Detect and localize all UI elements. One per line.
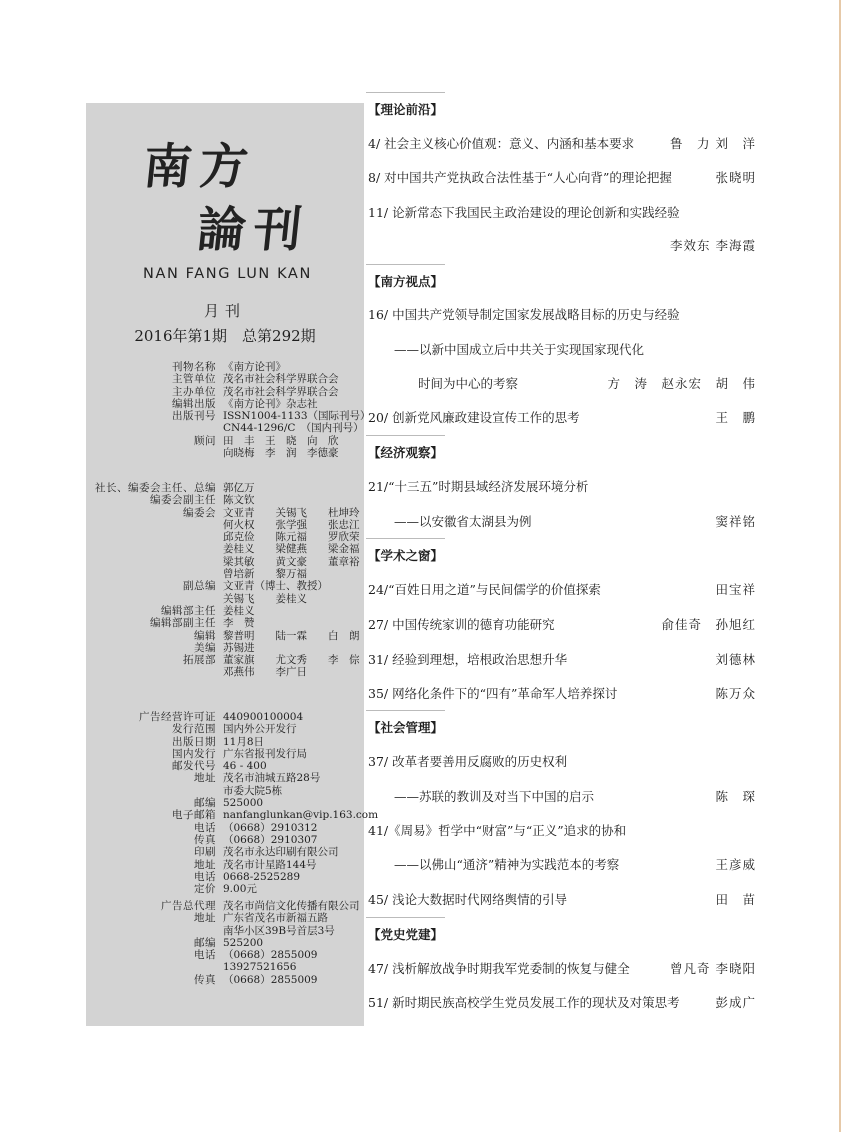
board-label	[94, 543, 216, 555]
advertising-label: 邮编	[194, 936, 216, 949]
entry-subtitle: ——以新中国成立后中共关于实现国家现代化	[394, 342, 645, 357]
board-label: 编辑部主任	[161, 604, 216, 617]
entry-title: 4/ 社会主义核心价值观：意义、内涵和基本要求	[368, 136, 635, 151]
advertising-value: 南华小区39B号首层3号	[223, 924, 335, 937]
publishing-value: 茂名市永达印刷有限公司	[223, 846, 339, 859]
board-value: 姜桂义 梁健燕 梁金福	[223, 543, 360, 556]
entry-authors: 陈 琛	[715, 789, 756, 804]
entry-title: 24/“百姓日用之道”与民间儒学的价值探索	[368, 582, 601, 597]
info-row	[94, 435, 371, 447]
entry-title: 41/《周易》哲学中“财富”与“正义”追求的协和	[368, 823, 627, 838]
section-heading: 【经济观察】	[368, 445, 444, 460]
board-label: 美编	[194, 641, 216, 654]
publishing-label: 广告经营许可证	[139, 711, 216, 723]
entry-title: 37/ 改革者要善用反腐败的历史权利	[368, 754, 568, 769]
entry-authors: 鲁 力 刘 洋	[670, 136, 756, 151]
publishing-row	[94, 772, 378, 784]
entry-subtitle: 时间为中心的考察	[418, 376, 519, 391]
board-value: 文亚青（博士、教授）	[223, 580, 328, 593]
publishing-value: 440900100004	[223, 711, 304, 723]
board-row	[94, 642, 360, 654]
section-heading: 【学术之窗】	[368, 548, 444, 563]
board-row	[94, 605, 360, 617]
advertising-value: （0668）2855009	[223, 973, 318, 986]
board-value: 李 赞	[223, 617, 255, 630]
board-row	[94, 630, 360, 642]
entry-title: 20/ 创新党风廉政建设宣传工作的思考	[368, 410, 580, 425]
publication-frequency: 月刊	[203, 302, 246, 320]
advertising-row	[94, 974, 360, 986]
section-heading: 【社会管理】	[368, 720, 444, 735]
masthead-panel	[86, 103, 379, 1026]
advertising-value: 525200	[223, 936, 264, 949]
advertising-value: （0668）2855009	[223, 949, 318, 962]
publishing-label: 邮发代号	[172, 760, 216, 773]
entry-authors: 刘德林	[715, 652, 756, 667]
board-row	[94, 531, 360, 543]
issue-number: 2016年第1期 总第292期	[134, 327, 316, 345]
entry-authors: 曾凡奇 李晓阳	[670, 961, 756, 976]
publishing-row	[94, 846, 378, 858]
entry-title: 21/“十三五”时期县域经济发展环境分析	[368, 479, 589, 494]
journal-pinyin: NAN FANG LUN KAN	[143, 266, 312, 282]
publishing-label: 邮编	[194, 797, 216, 810]
board-row	[94, 580, 360, 592]
board-label	[94, 666, 216, 678]
board-value: 苏锡进	[223, 641, 255, 654]
publishing-label: 地址	[194, 772, 216, 785]
info-label: 出版刊号	[172, 410, 216, 423]
page-edge-line	[839, 0, 841, 1132]
entry-authors: 方 涛 赵永宏 胡 伟	[607, 376, 756, 391]
publishing-value: 0668-2525289	[223, 870, 301, 883]
info-label: 编辑出版	[172, 397, 216, 410]
board-value: 梁其敏 黄文豪 董章裕	[223, 555, 360, 568]
publishing-value: 525000	[223, 797, 264, 810]
publishing-value: 国内外公开发行	[223, 723, 297, 736]
entry-subtitle: ——以佛山“通济”精神为实践范本的考察	[394, 857, 620, 872]
info-row	[94, 422, 371, 434]
publishing-label: 电子邮箱	[172, 809, 216, 822]
entry-title: 45/ 浅论大数据时代网络舆情的引导	[368, 892, 568, 907]
publishing-value: 茂名市油城五路28号	[223, 772, 321, 785]
advertising-label	[94, 961, 216, 973]
publishing-label	[94, 785, 216, 797]
publishing-row	[94, 797, 378, 809]
info-label: 刊物名称	[172, 361, 216, 373]
advertising-value: 广东省茂名市新福五路	[223, 912, 328, 925]
info-value: CN44-1296/C （国内刊号）	[223, 422, 364, 435]
info-row	[94, 361, 371, 373]
entry-title: 47/ 浅析解放战争时期我军党委制的恢复与健全	[368, 961, 630, 976]
entry-authors: 王彦威	[715, 857, 756, 872]
publishing-value: 市委大院5栋	[223, 784, 283, 797]
board-row	[94, 494, 360, 506]
publishing-label: 国内发行	[172, 747, 216, 760]
advertising-label: 地址	[194, 912, 216, 925]
entry-authors: 窦祥铭	[715, 514, 756, 529]
entry-authors: 张晓明	[715, 170, 756, 185]
entry-title: 31/ 经验到理想，培根政治思想升华	[368, 652, 568, 667]
publishing-value: 11月8日	[223, 735, 265, 748]
board-value: 文亚青 关锡飞 杜坤玲	[223, 506, 360, 519]
board-value: 董家旗 尤文秀 李 倧	[223, 654, 360, 667]
info-row	[94, 386, 371, 398]
board-value: 曾培新 黎万福	[223, 568, 307, 581]
journal-title-line2: 論刊	[194, 202, 313, 258]
board-row	[94, 543, 360, 555]
board-value: 郭亿万	[223, 482, 255, 494]
publishing-value: （0668）2910307	[223, 833, 318, 846]
advertising-row	[94, 937, 360, 949]
advertising-row	[94, 900, 360, 912]
publishing-value: 广东省报刊发行局	[223, 747, 307, 760]
entry-authors: 陈万众	[715, 686, 756, 701]
advertising-value: 13927521656	[223, 961, 297, 974]
publishing-label: 定价	[194, 883, 216, 896]
publishing-row	[94, 859, 378, 871]
advertising-row	[94, 925, 360, 937]
board-value: 邓燕伟 李广日	[223, 666, 307, 679]
section-heading: 【南方视点】	[368, 274, 444, 289]
publishing-row	[94, 834, 378, 846]
info-row	[94, 373, 371, 385]
advertising-label: 广告总代理	[161, 900, 216, 912]
publishing-info-block	[94, 711, 378, 895]
journal-title-line1: 南方	[140, 139, 259, 195]
publishing-value: 46 - 400	[223, 760, 267, 773]
info-label: 主管单位	[172, 373, 216, 386]
entry-authors: 田宝祥	[715, 582, 756, 597]
info-label: 主办单位	[172, 385, 216, 398]
entry-subtitle: ——以安徽省太湖县为例	[394, 514, 532, 529]
entry-subtitle: ——苏联的教训及对当下中国的启示	[394, 789, 595, 804]
entry-authors: 李效东 李海霞	[670, 238, 756, 253]
publishing-value: 茂名市计星路144号	[223, 858, 317, 871]
section-heading: 【党史党建】	[368, 927, 444, 942]
publishing-row	[94, 748, 378, 760]
editorial-board-block	[94, 482, 360, 679]
info-value: 《南方论刊》	[223, 361, 286, 373]
publishing-label: 发行范围	[172, 723, 216, 736]
info-value: ISSN1004-1133（国际刊号）	[223, 410, 371, 423]
board-row	[94, 568, 360, 580]
board-label	[94, 593, 216, 605]
board-label: 编辑	[194, 629, 216, 642]
board-label: 编辑部副主任	[150, 617, 216, 630]
advertising-label: 电话	[194, 949, 216, 962]
publishing-row	[94, 736, 378, 748]
entry-authors: 彭成广	[715, 995, 756, 1010]
publishing-row	[94, 883, 378, 895]
board-label: 拓展部	[183, 654, 216, 667]
board-value: 陈文钦	[223, 494, 255, 507]
advertising-row	[94, 912, 360, 924]
board-row	[94, 556, 360, 568]
board-row	[94, 482, 360, 494]
info-row	[94, 447, 371, 459]
advertising-row	[94, 961, 360, 973]
board-row	[94, 593, 360, 605]
board-label	[94, 568, 216, 580]
info-value: 茂名市社会科学界联合会	[223, 373, 339, 386]
board-label: 社长、编委会主任、总编	[95, 482, 216, 494]
publishing-row	[94, 760, 378, 772]
entry-title: 11/ 论新常态下我国民主政治建设的理论创新和实践经验	[368, 205, 680, 220]
board-label	[94, 556, 216, 568]
board-label: 编委会副主任	[150, 494, 216, 507]
info-row	[94, 410, 371, 422]
publishing-label: 电话	[194, 870, 216, 883]
advertising-label	[94, 925, 216, 937]
board-value: 姜桂义	[223, 604, 255, 617]
publishing-label: 出版日期	[172, 735, 216, 748]
board-row	[94, 654, 360, 666]
info-value: 《南方论刊》杂志社	[223, 397, 318, 410]
entry-authors: 王 鹏	[715, 410, 756, 425]
board-label	[94, 531, 216, 543]
info-value: 田 丰 王 晓 向 欣	[223, 434, 339, 447]
advertising-value: 茂名市尚信文化传播有限公司	[223, 900, 360, 912]
publishing-row	[94, 809, 378, 821]
publishing-label: 电话	[194, 821, 216, 834]
board-row	[94, 617, 360, 629]
info-value: 茂名市社会科学界联合会	[223, 385, 339, 398]
board-value: 何火权 张学强 张忠江	[223, 518, 360, 531]
publishing-label: 传真	[194, 833, 216, 846]
info-row	[94, 398, 371, 410]
board-row	[94, 666, 360, 678]
info-value: 向晓梅 李 润 李德豪	[223, 447, 339, 460]
publishing-row	[94, 822, 378, 834]
info-label	[94, 422, 216, 434]
info-label	[94, 447, 216, 459]
board-label	[94, 519, 216, 531]
section-heading: 【理论前沿】	[368, 102, 444, 117]
publishing-label: 地址	[194, 858, 216, 871]
board-value: 黎普明 陆一霖 白 朗	[223, 629, 360, 642]
board-row	[94, 519, 360, 531]
board-label: 副总编	[183, 580, 216, 593]
entry-title: 16/ 中国共产党领导制定国家发展战略目标的历史与经验	[368, 307, 680, 322]
entry-title: 51/ 新时期民族高校学生党员发展工作的现状及对策思考	[368, 995, 680, 1010]
publishing-label: 印刷	[194, 846, 216, 859]
board-row	[94, 507, 360, 519]
entry-title: 8/ 对中国共产党执政合法性基于“人心向背”的理论把握	[368, 170, 672, 185]
publishing-value: 9.00元	[223, 883, 257, 896]
info-label: 顾问	[194, 434, 216, 447]
board-value: 邱克俭 陈元福 罗欣荣	[223, 531, 360, 544]
entry-title: 27/ 中国传统家训的德育功能研究	[368, 617, 555, 632]
entry-authors: 俞佳奇 孙旭红	[661, 617, 756, 632]
publishing-value: nanfanglunkan@vip.163.com	[223, 809, 379, 822]
board-label: 编委会	[183, 506, 216, 519]
publishing-row	[94, 785, 378, 797]
entry-title: 35/ 网络化条件下的“四有”革命军人培养探讨	[368, 686, 618, 701]
advertising-info-block	[94, 900, 360, 986]
publishing-value: （0668）2910312	[223, 821, 318, 834]
publishing-row	[94, 711, 378, 723]
publishing-row	[94, 871, 378, 883]
advertising-row	[94, 949, 360, 961]
board-value: 关锡飞 姜桂义	[223, 592, 307, 605]
entry-authors: 田 苗	[715, 892, 756, 907]
journal-info-block	[94, 361, 371, 459]
publishing-row	[94, 723, 378, 735]
advertising-label: 传真	[194, 973, 216, 986]
